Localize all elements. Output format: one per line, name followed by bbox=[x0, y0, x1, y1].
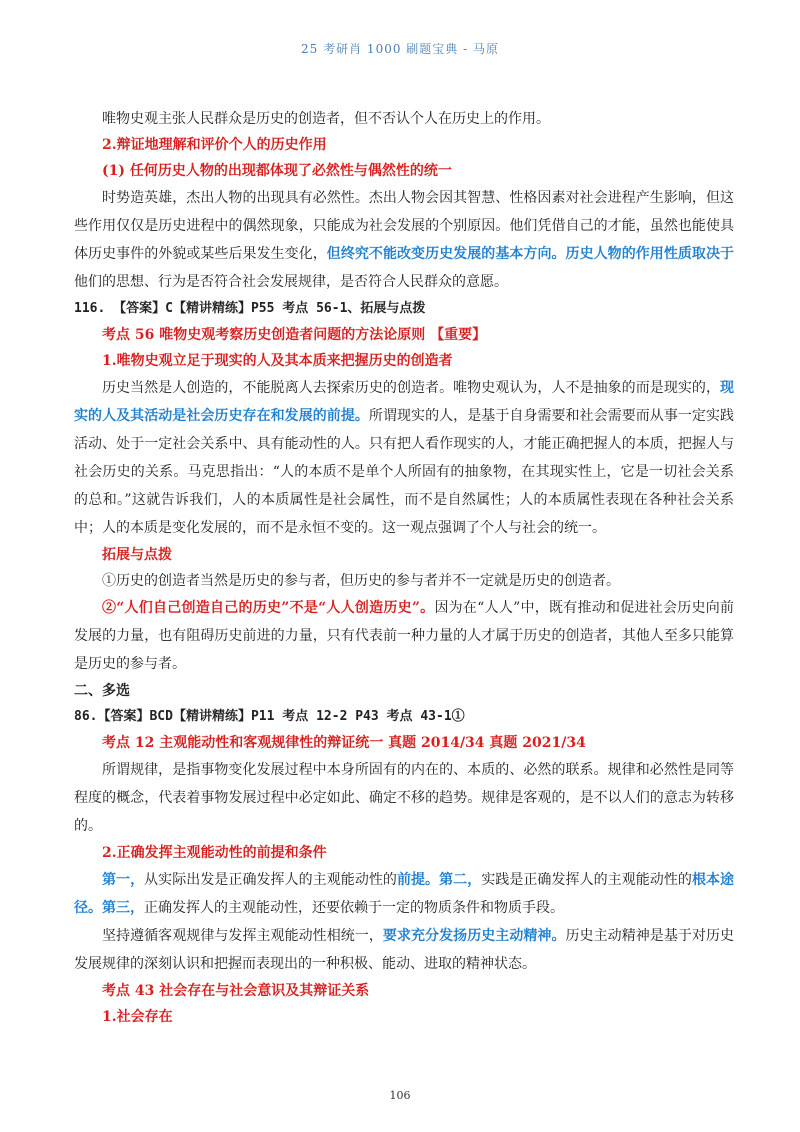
paragraph-text: 坚持遵循客观规律与发挥主观能动性相统一， bbox=[102, 928, 383, 944]
section-heading: 考点 12 主观能动性和客观规律性的辩证统一 真题 2014/34 真题 2021/34 bbox=[102, 735, 586, 751]
section-heading: 2.正确发挥主观能动性的前提和条件 bbox=[102, 845, 327, 861]
paragraph-text: 所谓现实的人，是基于自身需要和社会需要而从事一定实践活动、处于一定社会关系中、具有能动性的人。只有把人看作现实的人，才能正确把握人的本质，把握人与社会历史的关系。马克思指出：“人的本质不是单个人所固有的抽象物，在其现实性上，它是一切社会关系的总和。”这就告诉我们，人的本质属性是社会属性，而不是自然属性；人的本质属性表现在各种社会关系中；人的本质是变化发展的，而不是永恒不变的。这一观点强调了个人与社会的统一。 bbox=[74, 408, 735, 536]
paragraph-text: 历史主动精神是基于对历史发展规律的深刻认识和把握而表现出的一种积极、能动、进取的精神状态。 bbox=[74, 928, 735, 972]
highlight-text: 第一， bbox=[102, 872, 145, 888]
paragraph: 所谓规律，是指事物变化发展过程中本身所固有的内在的、本质的、必然的联系。规律和必然性是同等程度的概念，代表着事物发展过程中必定如此、确定不移的趋势。规律是客观的，是不以人们的意志为转移的。 bbox=[74, 762, 734, 834]
highlight-text: 前提。第二， bbox=[396, 872, 482, 888]
page-content bbox=[74, 106, 734, 1030]
highlight-text: 根本途径。第三， bbox=[74, 872, 735, 916]
paragraph bbox=[74, 374, 734, 542]
section-heading: 拓展与点拨 bbox=[102, 547, 172, 563]
page-number: 106 bbox=[389, 1089, 411, 1102]
paragraph-text: 实践是正确发挥人的主观能动性的 bbox=[481, 872, 692, 888]
paragraph-text: 他们的思想、行为是否符合社会发展规律，是否符合人民群众的意愿。 bbox=[74, 274, 508, 290]
highlight-text: 但终究不能改变历史发展的基本方向。历史人物的作用性质取决于 bbox=[326, 246, 735, 262]
paragraph-text: 因为在“人人”中，既有推动和促进社会历史向前发展的力量，也有阻碍历史前进的力量，只有代表前一种力量的人才属于历史的创造者，其他人至多只能算是历史的参与者。 bbox=[74, 600, 734, 672]
paragraph-text: 历史当然是人创造的，不能脱离人去探索历史的创造者。唯物史观认为，人不是抽象的而是现实的， bbox=[102, 380, 720, 396]
paragraph: ①历史的创造者当然是历史的参与者，但历史的参与者并不一定就是历史的创造者。 bbox=[102, 573, 620, 589]
highlight-text: ②“人们自己创造自己的历史”不是“人人创造历史”。 bbox=[102, 600, 435, 616]
paragraph bbox=[74, 866, 734, 922]
paragraph bbox=[74, 184, 734, 296]
highlight-text: 现实的人及其活动是社会历史存在和发展的前提。 bbox=[74, 380, 734, 424]
section-heading: 1.社会存在 bbox=[102, 1009, 173, 1025]
paragraph-text: 正确发挥人的主观能动性，还要依赖于一定的物质条件和物质手段。 bbox=[144, 900, 564, 916]
paragraph: 唯物史观主张人民群众是历史的创造者，但不否认个人在历史上的作用。 bbox=[102, 111, 550, 127]
section-heading: 1.唯物史观立足于现实的人及其本质来把握历史的创造者 bbox=[102, 353, 453, 369]
answer-line: 86.【答案】BCD【精讲精练】P11 考点 12-2 P43 考点 43-1① bbox=[74, 709, 465, 724]
paragraph bbox=[74, 922, 734, 978]
section-heading: 二、多选 bbox=[74, 683, 130, 699]
answer-line: 116. 【答案】C【精讲精练】P55 考点 56-1、拓展与点拨 bbox=[74, 301, 426, 316]
section-heading: 考点 56 唯物史观考察历史创造者问题的方法论原则 【重要】 bbox=[102, 327, 487, 343]
paragraph-text: 时势造英雄，杰出人物的出现具有必然性。杰出人物会因其智慧、性格因素对社会进程产生影响，但这些作用仅仅是历史进程中的偶然现象，只能成为社会发展的个别原因。他们凭借自己的才能，虽然也能使具体历史事件的外貌或某些后果发生变化， bbox=[74, 190, 734, 262]
paragraph-text: 从实际出发是正确发挥人的主观能动性的 bbox=[144, 872, 397, 888]
subsection-heading: (1) 任何历史人物的出现都体现了必然性与偶然性的统一 bbox=[102, 163, 452, 179]
section-heading: 考点 43 社会存在与社会意识及其辩证关系 bbox=[102, 983, 370, 999]
section-heading: 2.辩证地理解和评价个人的历史作用 bbox=[102, 137, 327, 153]
page-header: 25 考研肖 1000 刷题宝典 - 马原 bbox=[301, 42, 499, 56]
paragraph bbox=[74, 594, 734, 678]
highlight-text: 要求充分发扬历史主动精神。 bbox=[382, 928, 566, 944]
